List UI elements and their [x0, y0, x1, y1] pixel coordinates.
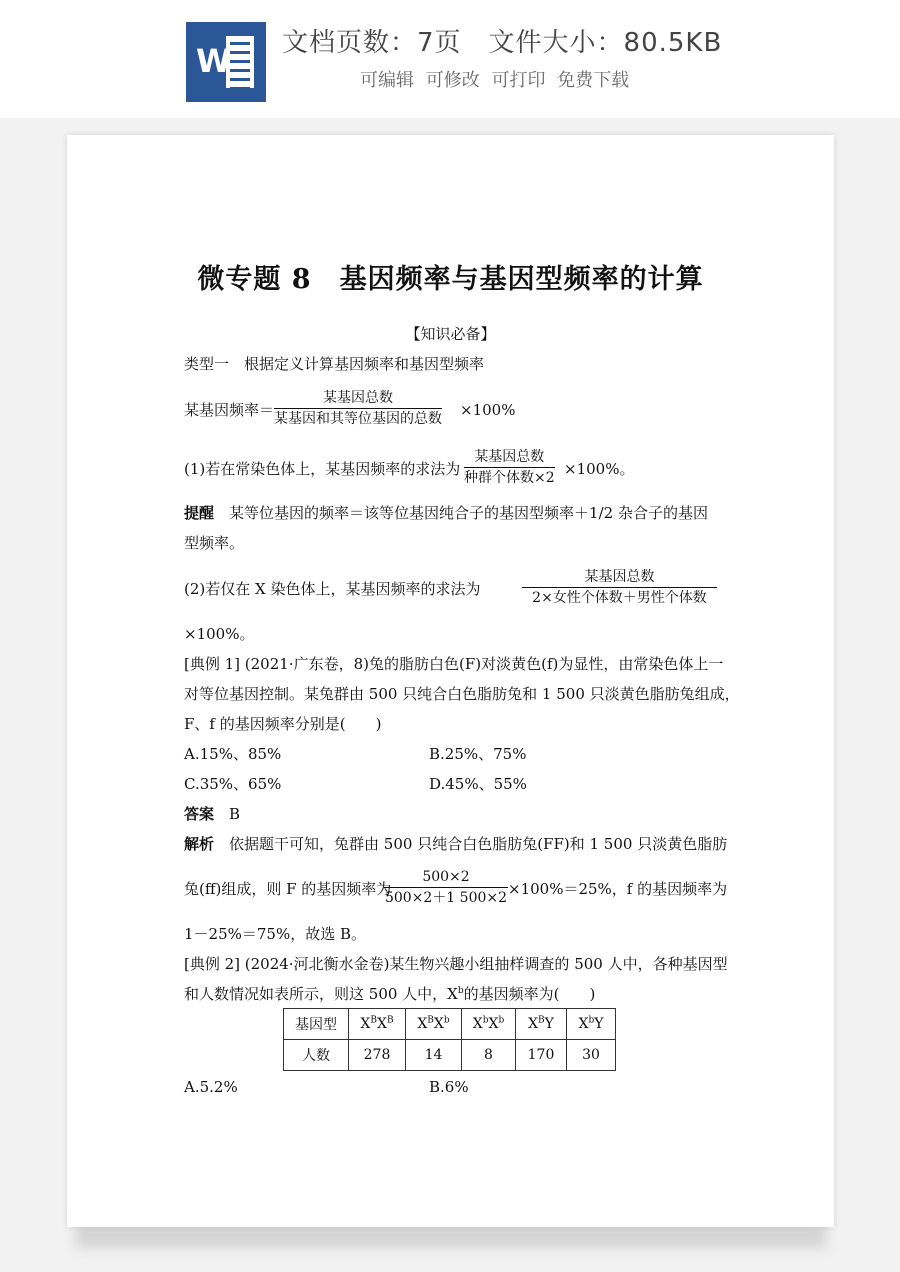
document-info: 文档页数：7页 文件大小：80.5KB	[282, 28, 723, 58]
table-row	[284, 1040, 616, 1071]
table-cell: 278	[349, 1040, 406, 1071]
table-cell: 170	[516, 1040, 567, 1071]
example-1-line-2: 对等位基因控制。某兔群由 500 只纯合白色脂肪兔和 1 500 只淡黄色脂肪兔组成，	[184, 685, 740, 703]
option-d: D.45%、55%	[429, 775, 527, 793]
document-features: 可编辑 可修改 可打印 免费下载	[360, 70, 630, 91]
option-b: B.25%、75%	[429, 745, 527, 763]
table-cell: $X^BY$	[516, 1009, 567, 1040]
example-1-line-3: F、f 的基因频率分别是( )	[184, 715, 382, 733]
table-row	[284, 1009, 616, 1040]
rule-2-tail: ×100%。	[184, 625, 255, 643]
table-cell: 30	[567, 1040, 616, 1071]
example-2-line-2: 和人数情况如表所示，则这 500 人中，$X^b$的基因频率为( )	[184, 985, 596, 1003]
table-cell: $X^BX^b$	[406, 1009, 462, 1040]
analysis-line-2-b: ×100%＝25%，f 的基因频率为	[508, 880, 728, 898]
section-label: 【知识必备】	[405, 325, 496, 343]
option-c: C.35%、65%	[184, 775, 282, 793]
analysis-line-2-a: 兔(ff)组成，则 F 的基因频率为	[184, 880, 392, 898]
analysis-line-3: 1－25%＝75%，故选 B。	[184, 925, 367, 943]
analysis-fraction: $\frac{500\times 2}{500\times 2+1 500\times 2}$	[384, 869, 508, 906]
answer: 答案 B	[184, 805, 241, 823]
example-1-line-1: [典例 1] (2021·广东卷，8)兔的脂肪白色(F)对淡黄色(f)为显性，由常染色体上一	[184, 655, 724, 673]
table-cell: 人数	[284, 1040, 349, 1071]
formula-lhs: 某基因频率＝	[184, 401, 275, 419]
download-header	[0, 0, 900, 118]
formula-fraction: 某基因总数 某基因和其等位基因的总数	[274, 390, 442, 427]
tip-line-1: 提醒 某等位基因的频率＝该等位基因纯合子的基因型频率＋1/2 杂合子的基因	[184, 504, 708, 522]
rule-1-text: (1)若在常染色体上，某基因频率的求法为	[184, 460, 461, 478]
analysis-line-1: 解析 依据题干可知，兔群由 500 只纯合白色脂肪兔(FF)和 1 500 只淡黄色脂肪	[184, 835, 728, 853]
rule-2-text: (2)若仅在 X 染色体上，某基因频率的求法为	[184, 580, 481, 598]
table-cell: $X^bY$	[567, 1009, 616, 1040]
option-b-2: B.6%	[429, 1078, 469, 1096]
page-title: 微专题 8 基因频率与基因型频率的计算	[197, 264, 704, 295]
rule-1-fraction: 某基因总数 种群个体数×2	[464, 449, 555, 486]
rule-1-rhs: ×100%。	[564, 460, 635, 478]
tip-line-2: 型频率。	[184, 534, 245, 552]
table-cell: $X^BX^B$	[349, 1009, 406, 1040]
option-a: A.15%、85%	[184, 745, 282, 763]
table-cell: 14	[406, 1040, 462, 1071]
word-document-icon: W	[186, 22, 266, 102]
example-2-line-1: [典例 2] (2024·河北衡水金卷)某生物兴趣小组抽样调查的 500 人中，各种基因型	[184, 955, 728, 973]
table-cell: 8	[462, 1040, 516, 1071]
table-cell: $X^bX^b$	[462, 1009, 516, 1040]
option-a-2: A.5.2%	[184, 1078, 238, 1096]
type-heading: 类型一 根据定义计算基因频率和基因型频率	[184, 355, 485, 373]
rule-2-fraction: 某基因总数 2×女性个体数＋男性个体数	[522, 568, 717, 607]
genotype-table	[283, 1008, 616, 1071]
table-cell: 基因型	[284, 1009, 349, 1040]
formula-rhs: ×100%	[460, 401, 516, 419]
document-page	[67, 135, 834, 1227]
